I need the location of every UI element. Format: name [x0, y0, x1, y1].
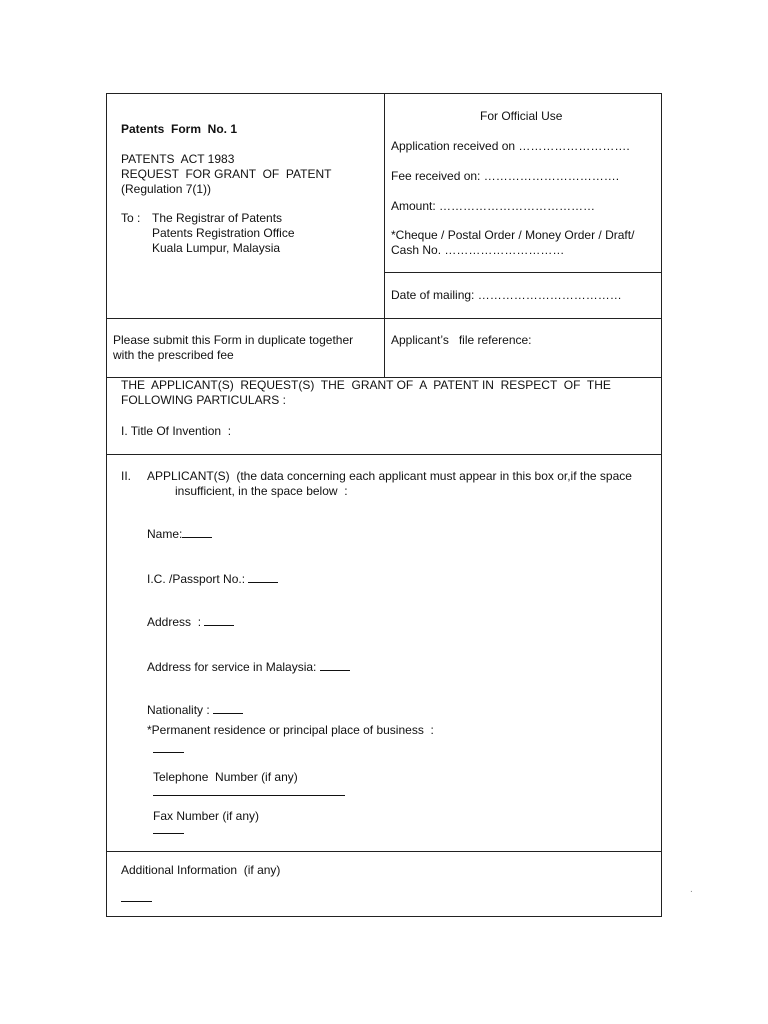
telephone-blank[interactable]	[153, 795, 345, 796]
payment-method-field[interactable]: *Cheque / Postal Order / Money Order / Draft/	[391, 228, 635, 242]
application-received-field[interactable]: Application received on ……………………….	[391, 139, 630, 153]
request-statement-line1: THE APPLICANT(S) REQUEST(S) THE GRANT OF A PATENT IN RESPECT OF THE	[121, 378, 611, 392]
office-line: Patents Registration Office	[152, 226, 295, 240]
patent-form	[106, 93, 662, 917]
registrar-line: The Registrar of Patents	[152, 211, 283, 225]
date-mailing-field[interactable]: Date of mailing: ………………………………	[391, 288, 622, 302]
regulation-ref: (Regulation 7(1))	[121, 182, 212, 196]
fee-received-field[interactable]: Fee received on: …………………………….	[391, 169, 620, 183]
passport-blank[interactable]	[248, 571, 278, 583]
name-field[interactable]	[147, 526, 212, 542]
additional-info-blank[interactable]	[121, 901, 152, 902]
margin-mark: .	[690, 884, 693, 895]
additional-info-label: Additional Information (if any)	[121, 863, 281, 877]
address-service-blank[interactable]	[320, 659, 350, 671]
act-title: PATENTS ACT 1983	[121, 152, 235, 166]
applicant-instruction-line1: APPLICANT(S) (the data concerning each applicant must appear in this box or,if the space	[147, 469, 632, 483]
name-blank[interactable]	[182, 526, 212, 538]
passport-field[interactable]	[147, 571, 278, 587]
title-of-invention-field[interactable]: I. Title Of Invention :	[121, 424, 232, 438]
form-number: Patents Form No. 1	[121, 122, 238, 136]
address-blank[interactable]	[204, 614, 234, 626]
nationality-blank[interactable]	[213, 702, 243, 714]
applicant-bottom-rule	[107, 851, 661, 852]
nationality-field[interactable]	[147, 702, 243, 718]
address-label: Address :	[147, 615, 205, 629]
official-use-title: For Official Use	[480, 109, 563, 123]
request-title: REQUEST FOR GRANT OF PATENT	[121, 167, 332, 181]
fax-blank[interactable]	[153, 833, 184, 834]
to-label: To :	[121, 211, 141, 225]
address-service-field[interactable]	[147, 659, 350, 675]
nationality-label: Nationality :	[147, 703, 214, 717]
header-bottom-rule	[107, 318, 661, 319]
telephone-label: Telephone Number (if any)	[153, 770, 298, 784]
file-reference-field[interactable]: Applicant’s file reference:	[391, 333, 532, 347]
official-use-divider	[384, 272, 662, 273]
name-label: Name:	[147, 527, 183, 541]
amount-field[interactable]: Amount: …………………………………	[391, 199, 596, 213]
address-field[interactable]	[147, 614, 234, 630]
cash-number-field[interactable]: Cash No. …………………………	[391, 243, 565, 257]
request-statement-line2: FOLLOWING PARTICULARS :	[121, 393, 286, 407]
section-two-numeral: II.	[121, 469, 132, 483]
address-service-label: Address for service in Malaysia:	[147, 660, 320, 674]
request-bottom-rule	[107, 454, 661, 455]
submit-instruction-line2: with the prescribed fee	[113, 348, 234, 362]
applicant-instruction-line2: insufficient, in the space below :	[175, 484, 348, 498]
permanent-residence-label: *Permanent residence or principal place of business :	[147, 723, 434, 737]
permanent-residence-blank[interactable]	[153, 752, 184, 753]
header-divider	[384, 94, 385, 377]
fax-label: Fax Number (if any)	[153, 809, 260, 823]
submit-instruction-line1: Please submit this Form in duplicate together	[113, 333, 354, 347]
city-line: Kuala Lumpur, Malaysia	[152, 241, 281, 255]
passport-label: I.C. /Passport No.:	[147, 572, 249, 586]
